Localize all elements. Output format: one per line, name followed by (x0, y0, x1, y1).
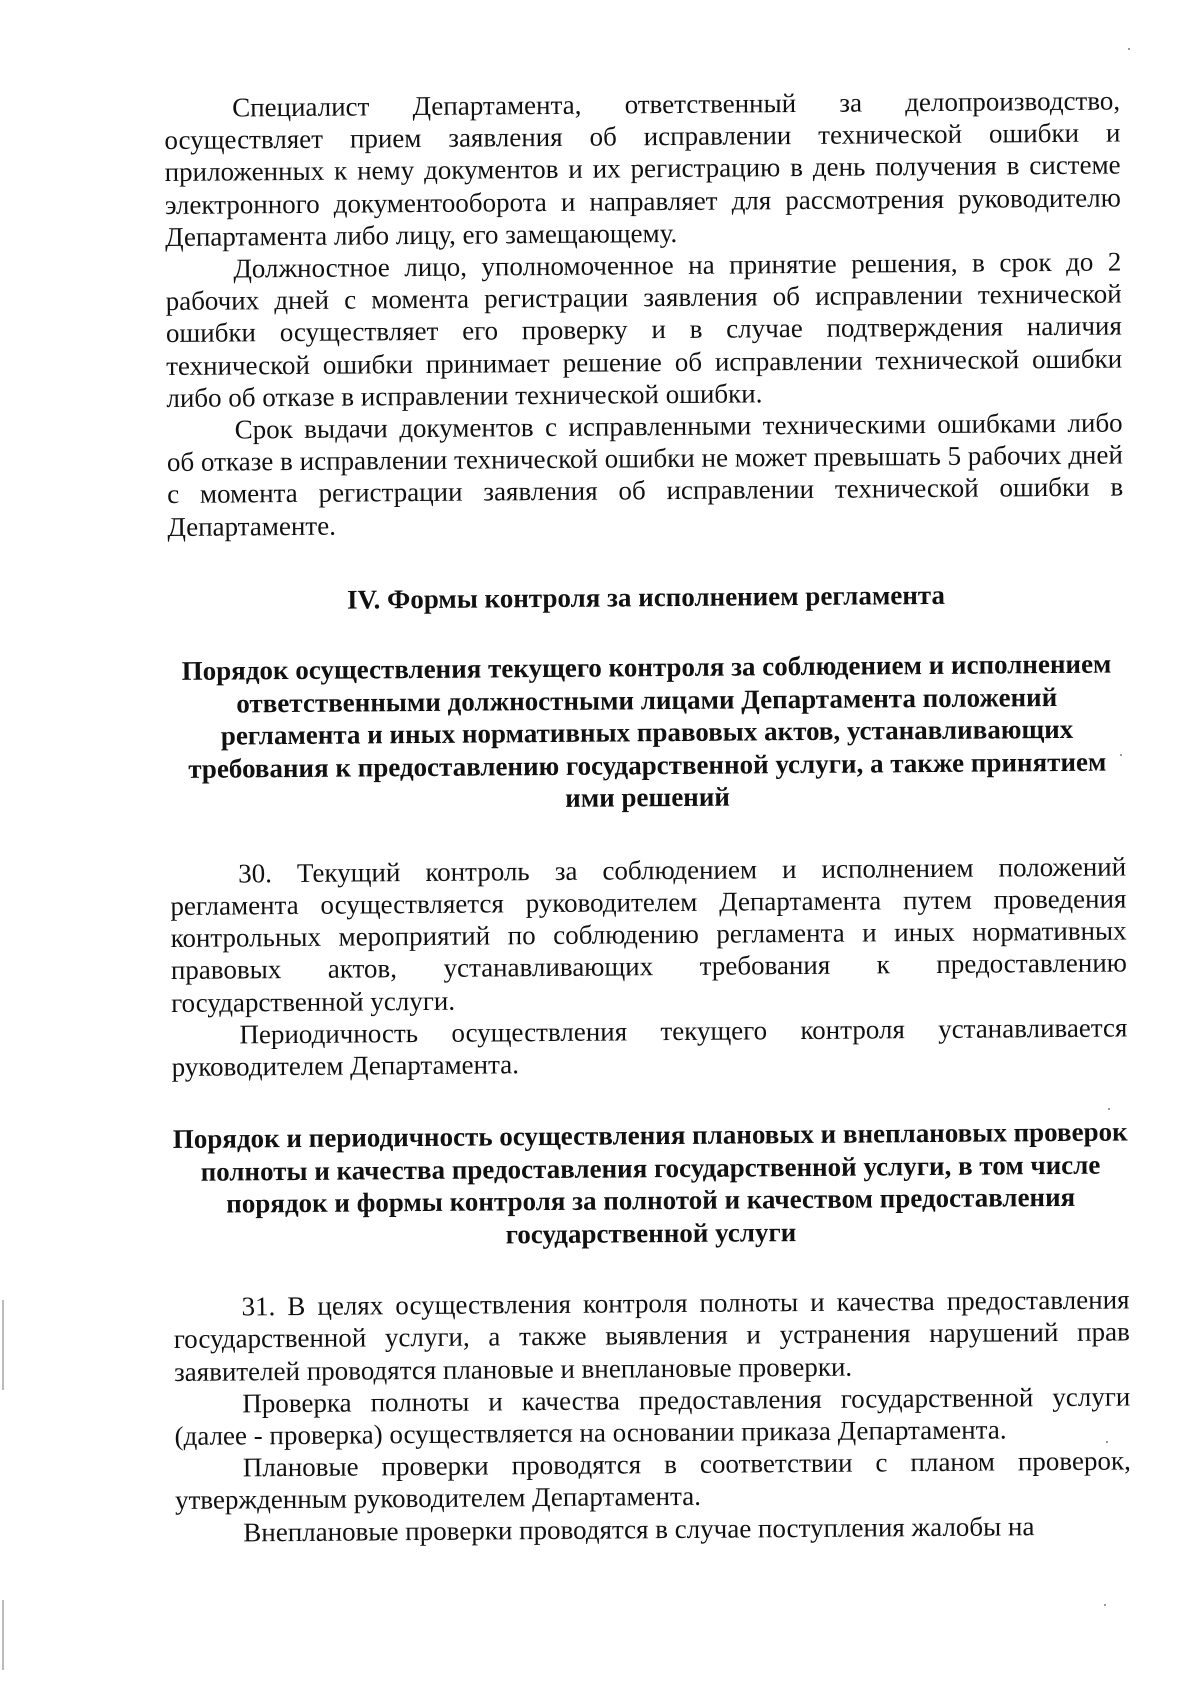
paragraph-31-basis: Проверка полноты и качества предоставления государственной услуги (далее - проверка) осуществляется на основании приказа Департамента. (174, 1381, 1131, 1452)
document-body (164, 84, 1131, 1548)
paragraph-30-periodicity: Периодичность осуществления текущего контроля устанавливается руководителем Департамента. (171, 1012, 1128, 1083)
subheading-current-control: Порядок осуществления текущего контроля за соблюдением и исполнением ответственными должностными лицами Департамента положений регламента и иных нормативных правовых актов, устанавливающих требования к предоставлению государственной услуги, а также принятием ими решений (181, 648, 1112, 814)
section-heading-iv: IV. Формы контроля за исполнением регламента (346, 579, 946, 615)
scan-speck (2, 1300, 4, 1390)
scan-speck (2, 1600, 4, 1670)
paragraph-31-planned: Плановые проверки проводятся в соответствии с планом проверок, утвержденным руководителем Департамента. (174, 1445, 1131, 1516)
subheading-inspections: Порядок и периодичность осуществления плановых и внеплановых проверок полноты и качества предоставления государственной услуги, в том числе порядок и формы контроля за полнотой и качеством предоставления государственной услуги (172, 1116, 1128, 1250)
paragraph-30-current-control: 30. Текущий контроль за соблюдением и исполнением положений регламента осуществляется руководителем Департамента путем проведения контрольных мероприятий по соблюдению регламента и иных нормативных правовых актов, устанавливающих требования к предоставлению государственной услуги. (170, 851, 1127, 1018)
scan-speck (1128, 48, 1130, 50)
clause-31 (173, 1284, 1131, 1549)
paragraph-specialist: Специалист Департамента, ответственный за делопроизводство, осуществляет прием заявления об исправлении технической ошибки и приложенных к нему документов и их регистрацию в день получения в системе электронного документооборота и направляет для рассмотрения руководителю Департамента либо лицу, его замещающему. (164, 85, 1121, 252)
scan-speck (1104, 1604, 1106, 1606)
scan-speck (1106, 1441, 1108, 1443)
paragraph-deadline: Срок выдачи документов с исправленными техническими ошибками либо об отказе в исправлении технической ошибки не может превышать 5 рабочих дней с момента регистрации заявления об исправлении технической ошибки в Департаменте. (166, 407, 1124, 542)
paragraph-31-unplanned: Внеплановые проверки проводятся в случае поступления жалобы на (243, 1510, 1035, 1548)
clause-30 (170, 850, 1128, 1083)
scan-speck (1108, 1108, 1110, 1110)
paragraph-31-purpose: 31. В целях осуществления контроля полноты и качества предоставления государственной услуги, а также выявления и устранения нарушений прав заявителей проводятся плановые и внеплановые проверки. (173, 1284, 1130, 1387)
scan-speck (1120, 754, 1122, 756)
paragraph-official: Должностное лицо, уполномоченное на принятие решения, в срок до 2 рабочих дней с момента регистрации заявления об исправлении технической ошибки осуществляет его проверку и в случае подтверждения наличия технической ошибки принимает решение об исправлении технической ошибки либо об отказе в исправлении технической ошибки. (165, 246, 1123, 413)
